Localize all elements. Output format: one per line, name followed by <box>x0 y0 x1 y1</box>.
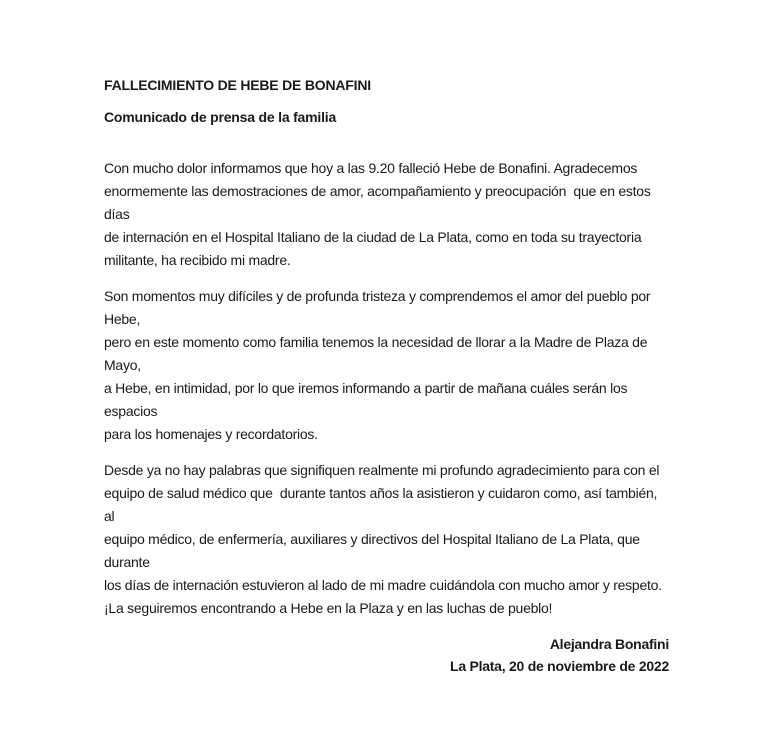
text-line: militante, ha recibido mi madre. <box>104 252 291 268</box>
text-line: a Hebe, en intimidad, por lo que iremos informando a partir de mañana cuáles serán los espacios <box>104 380 631 419</box>
paragraph-2 <box>104 285 669 446</box>
signature-block <box>104 633 669 677</box>
text-line: enormemente las demostraciones de amor, acompañamiento y preocupación que en estos días <box>104 183 655 222</box>
text-line: los días de internación estuvieron al lado de mi madre cuidándola con mucho amor y respeto. <box>104 577 662 593</box>
signature-name: Alejandra Bonafini <box>549 636 669 652</box>
text-line: equipo de salud médico que durante tantos años la asistieron y cuidaron como, así también, al <box>104 485 661 524</box>
text-line: Con mucho dolor informamos que hoy a las 9.20 falleció Hebe de Bonafini. Agradecemos <box>104 160 638 176</box>
text-line: de internación en el Hospital Italiano de la ciudad de La Plata, como en toda su trayectoria <box>104 229 642 245</box>
paragraph-3 <box>104 459 669 620</box>
text-line: Desde ya no hay palabras que signifiquen realmente mi profundo agradecimiento para con el <box>104 462 660 478</box>
signature-place-date: La Plata, 20 de noviembre de 2022 <box>450 658 669 674</box>
text-line: Son momentos muy difíciles y de profunda tristeza y comprendemos el amor del pueblo por Hebe, <box>104 288 654 327</box>
document-title: FALLECIMIENTO DE HEBE DE BONAFINI <box>104 77 371 93</box>
paragraph-1 <box>104 157 669 272</box>
document-subtitle: Comunicado de prensa de la familia <box>104 109 337 125</box>
text-line: equipo médico, de enfermería, auxiliares y directivos del Hospital Italiano de La Plata, que durante <box>104 531 644 570</box>
document-content <box>104 74 669 677</box>
text-line: ¡La seguiremos encontrando a Hebe en la Plaza y en las luchas de pueblo! <box>104 600 553 616</box>
text-line: pero en este momento como familia tenemos la necesidad de llorar a la Madre de Plaza de Mayo, <box>104 334 651 373</box>
text-line: para los homenajes y recordatorios. <box>104 426 318 442</box>
